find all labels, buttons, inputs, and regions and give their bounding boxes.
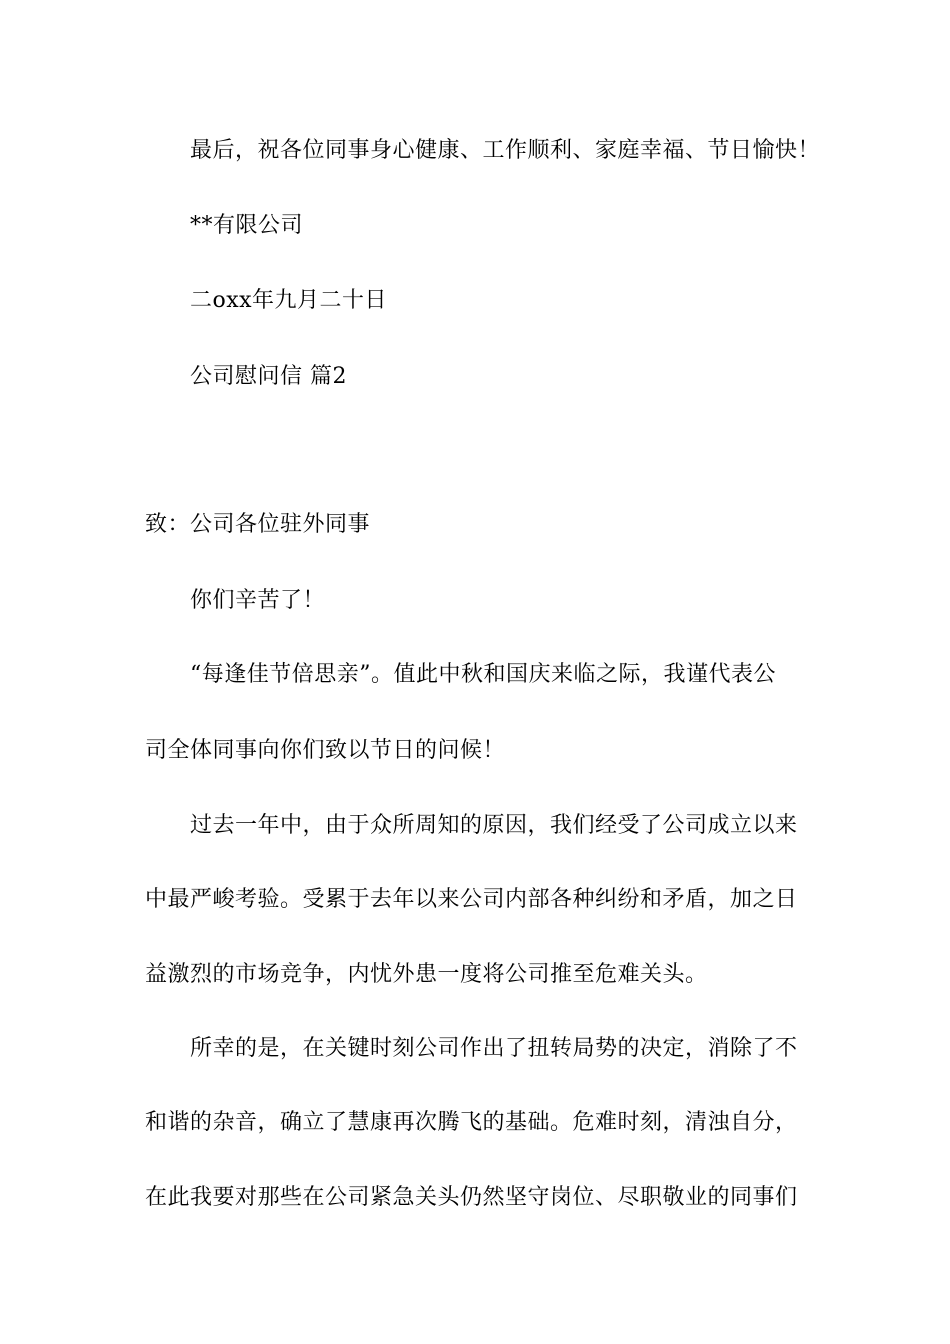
greeting: 你们辛苦了！ [190, 588, 326, 613]
paragraph-3-line-2: 和谐的杂音，确立了慧康再次腾飞的基础。危难时刻，清浊自分， [145, 1110, 798, 1135]
paragraph-1-line-1: “每逢佳节倍思亲”。值此中秋和国庆来临之际，我谨代表公 [190, 662, 776, 687]
paragraph-2-line-2: 中最严峻考验。受累于去年以来公司内部各种纠纷和矛盾，加之日 [145, 887, 798, 912]
section-heading: 公司慰问信 篇2 [190, 364, 347, 389]
signature-company: **有限公司 [190, 213, 304, 238]
paragraph-2-line-1: 过去一年中，由于众所周知的原因，我们经受了公司成立以来 [190, 813, 798, 838]
signature-date: 二oxx年九月二十日 [190, 288, 388, 313]
salutation: 致：公司各位驻外同事 [145, 512, 371, 537]
paragraph-3-line-1: 所幸的是，在关键时刻公司作出了扭转局势的决定，消除了不 [190, 1036, 798, 1061]
closing-wishes: 最后，祝各位同事身心健康、工作顺利、家庭幸福、节日愉快！ [190, 138, 821, 163]
paragraph-3-line-3: 在此我要对那些在公司紧急关头仍然坚守岗位、尽职敬业的同事们 [145, 1185, 798, 1210]
paragraph-2-line-3: 益激烈的市场竞争，内忧外患一度将公司推至危难关头。 [145, 962, 708, 987]
paragraph-1-line-2: 司全体同事向你们致以节日的问候！ [145, 738, 506, 763]
